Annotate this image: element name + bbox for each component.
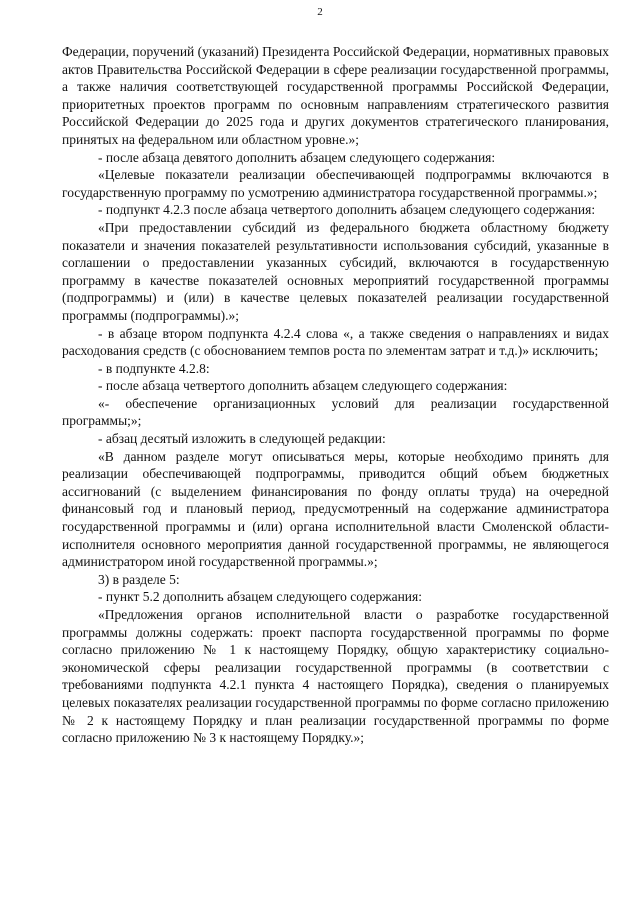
paragraph-section: 3) в разделе 5: <box>98 571 180 587</box>
paragraph-amendment: - после абзаца четвертого дополнить абзацем следующего содержания: <box>98 378 508 394</box>
page-number: 2 <box>317 6 323 18</box>
paragraph-quote: «Целевые показатели реализации обеспечивающей подпрограммы включаются в государственную программу по усмотрению администратора государственной программы.»; <box>62 167 609 200</box>
paragraph-continuation: Федерации, поручений (указаний) Президента Российской Федерации, нормативных правовых актов Правительства Российской Федерации в сфере реализации государственной программы, а также наличия соответствующей государственной программы Российской Федерации, приоритетных проектов программ по основным направлениям стратегического развития Российской Федерации до 2025 года и других документов стратегического планирования, принятых на федеральном или областном уровне.»; <box>62 44 609 147</box>
paragraph-amendment: - подпункт 4.2.3 после абзаца четвертого дополнить абзацем следующего содержания: <box>98 202 596 218</box>
paragraph-quote: «Предложения органов исполнительной власти о разработке государственной программы должны содержать: проект паспорта государственной программы по форме согласно приложению № 1 к настоящему Порядку, общую характеристику социально-экономической сферы реализации государственной программы (в соответствии с требованиями подпункта 4.2.1 пункта 4 настоящего Порядка), сведения о планируемых целевых показателях реализации государственной программы по форме согласно приложению № 2 к настоящему Порядку и план реализации государственной программы по форме согласно приложению № 3 к настоящему Порядку.»; <box>62 607 609 746</box>
paragraph-quote: «При предоставлении субсидий из федерального бюджета областному бюджету показатели и значения показателей результативности использования субсидий, указанные в соглашении о предоставлении указанных субсидий, включаются в государственную программу в качестве показателей основных мероприятий государственной программы (подпрограммы) и (или) в качестве целевых показателей реализации государственной программы (подпрограммы).»; <box>62 219 609 323</box>
document-body <box>62 43 609 747</box>
paragraph-amendment: - в абзаце втором подпункта 4.2.4 слова «, а также сведения о направлениях и видах расходования средств (с обоснованием темпов роста по элементам затрат и т.д.)» исключить; <box>62 325 609 359</box>
paragraph-amendment: - пункт 5.2 дополнить абзацем следующего содержания: <box>98 589 422 605</box>
paragraph-quote: «В данном разделе могут описываться меры, которые необходимо принять для реализации обеспечивающей подпрограммы, приводится общий объем бюджетных ассигнований (с выделением финансирования по фонду оплаты труда) на очередной финансовый год и плановый период, предусмотренный на содержание администратора государственной программы и (или) органа исполнительной власти Смоленской области-исполнителя основного мероприятия данной государственной программы, не являющегося администратором иной государственной программы.»; <box>62 448 609 570</box>
paragraph-amendment: - абзац десятый изложить в следующей редакции: <box>98 431 386 447</box>
paragraph-amendment: - после абзаца девятого дополнить абзацем следующего содержания: <box>98 149 496 165</box>
paragraph-amendment: - в подпункте 4.2.8: <box>98 360 210 376</box>
paragraph-quote: «- обеспечение организационных условий для реализации государственной программы;»; <box>62 395 609 429</box>
